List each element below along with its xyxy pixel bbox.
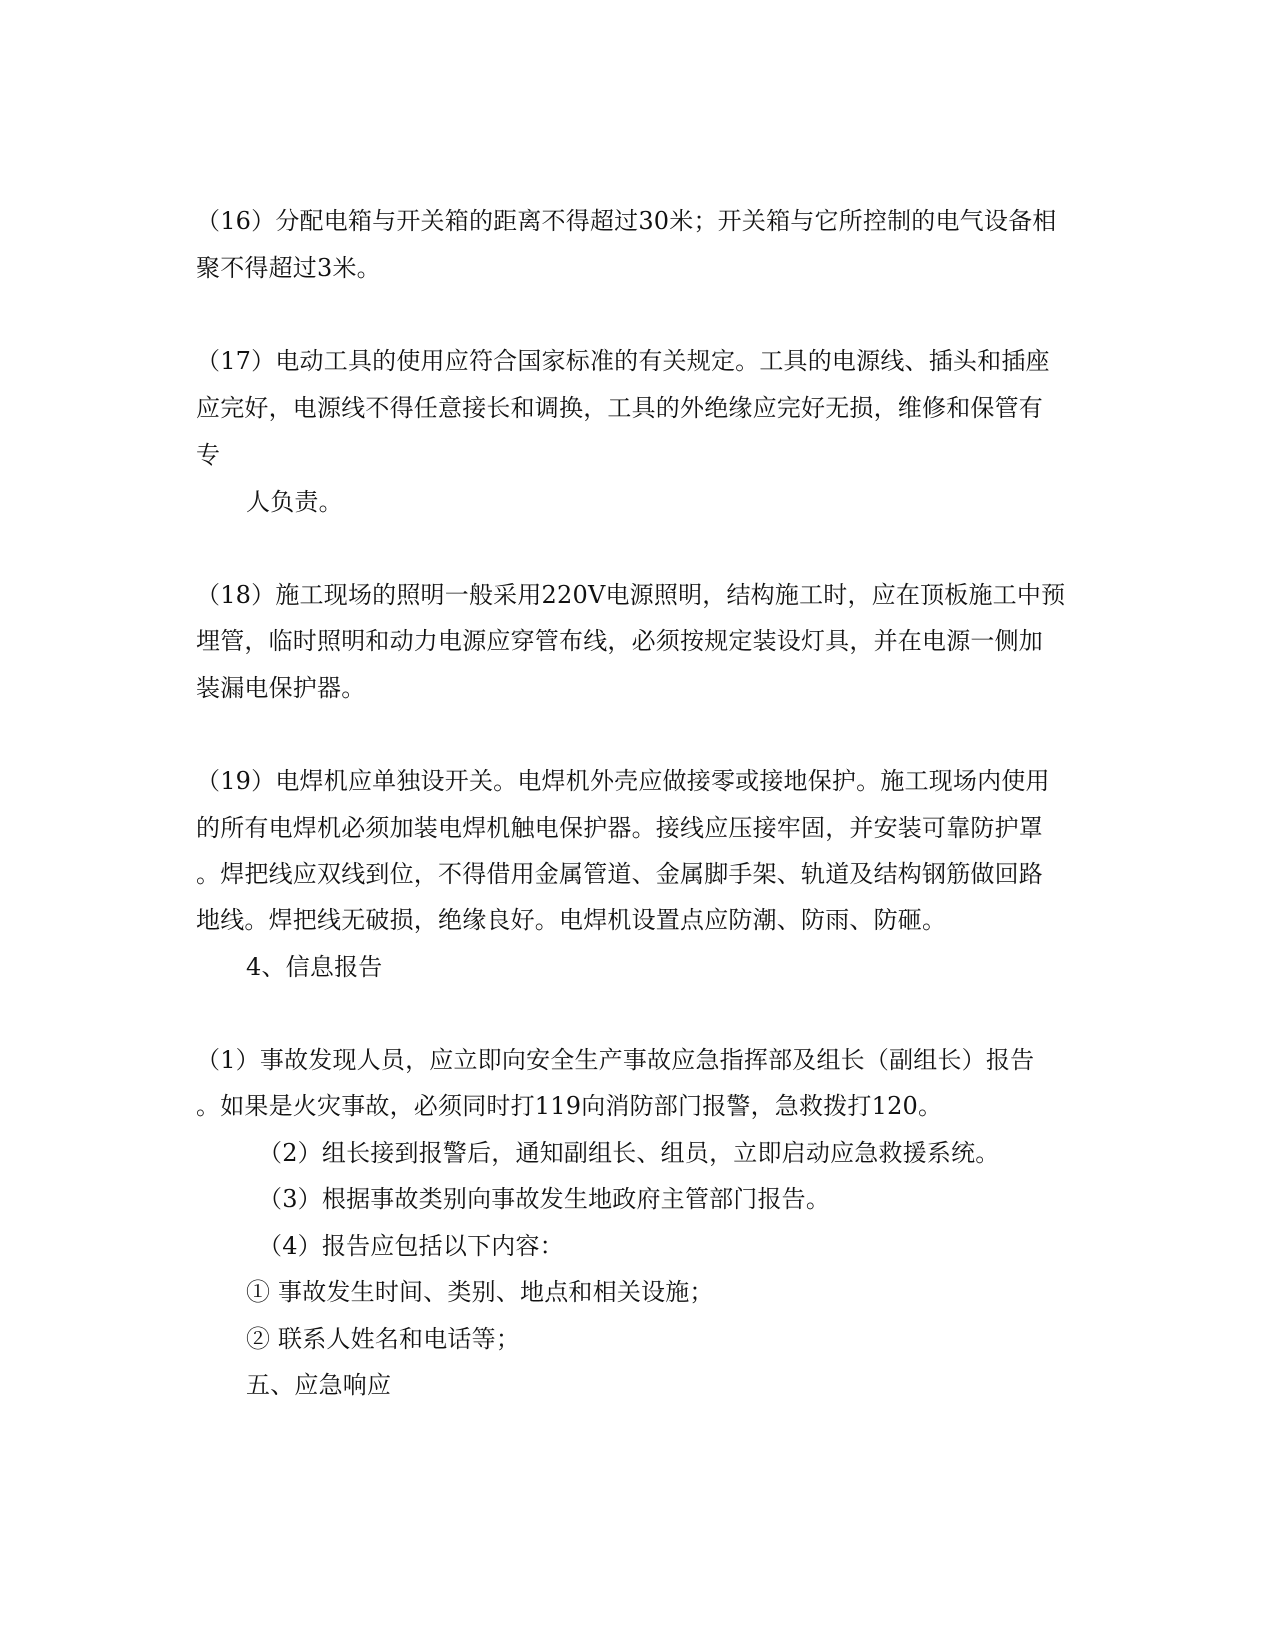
paragraph-19-line-3: 。焊把线应双线到位，不得借用金属管道、金属脚手架、轨道及结构钢筋做回路 [196,860,1043,888]
paragraph-17-line-2: 应完好，电源线不得任意接长和调换，工具的外绝缘应完好无损，维修和保管有 [196,394,1043,422]
paragraph-18-line-1: （18）施工现场的照明一般采用220V电源照明，结构施工时，应在顶板施工中预 [196,581,1066,609]
report-item-1-line-2: 。如果是火灾事故，必须同时打119向消防部门报警，急救拨打120。 [196,1092,943,1120]
report-item-1-line-1: （1）事故发现人员，应立即向安全生产事故应急指挥部及组长（副组长）报告 [196,1046,1035,1074]
paragraph-18-line-3: 装漏电保护器。 [196,674,366,702]
section-heading-emergency-response: 五、应急响应 [246,1371,392,1399]
paragraph-16-line-2: 聚不得超过3米。 [196,254,381,282]
report-content-item-2: ② 联系人姓名和电话等； [246,1325,521,1353]
report-item-4: （4）报告应包括以下内容： [258,1232,564,1260]
paragraph-17-line-4: 人负责。 [246,488,343,516]
paragraph-18-line-2: 埋管，临时照明和动力电源应穿管布线，必须按规定装设灯具，并在电源一侧加 [196,627,1043,655]
paragraph-17-line-3: 专 [196,441,221,469]
section-heading-info-report: 4、信息报告 [246,953,383,981]
paragraph-16-line-1: （16）分配电箱与开关箱的距离不得超过30米；开关箱与它所控制的电气设备相 [196,207,1057,235]
report-item-3: （3）根据事故类别向事故发生地政府主管部门报告。 [258,1185,831,1213]
report-item-2: （2）组长接到报警后，通知副组长、组员，立即启动应急救援系统。 [258,1139,1000,1167]
paragraph-17-line-1: （17）电动工具的使用应符合国家标准的有关规定。工具的电源线、插头和插座 [196,347,1050,375]
report-content-item-1: ① 事故发生时间、类别、地点和相关设施； [246,1278,714,1306]
paragraph-19-line-1: （19）电焊机应单独设开关。电焊机外壳应做接零或接地保护。施工现场内使用 [196,767,1050,795]
paragraph-19-line-4: 地线。焊把线无破损，绝缘良好。电焊机设置点应防潮、防雨、防砸。 [196,906,947,934]
paragraph-19-line-2: 的所有电焊机必须加装电焊机触电保护器。接线应压接牢固，并安装可靠防护罩 [196,814,1043,842]
